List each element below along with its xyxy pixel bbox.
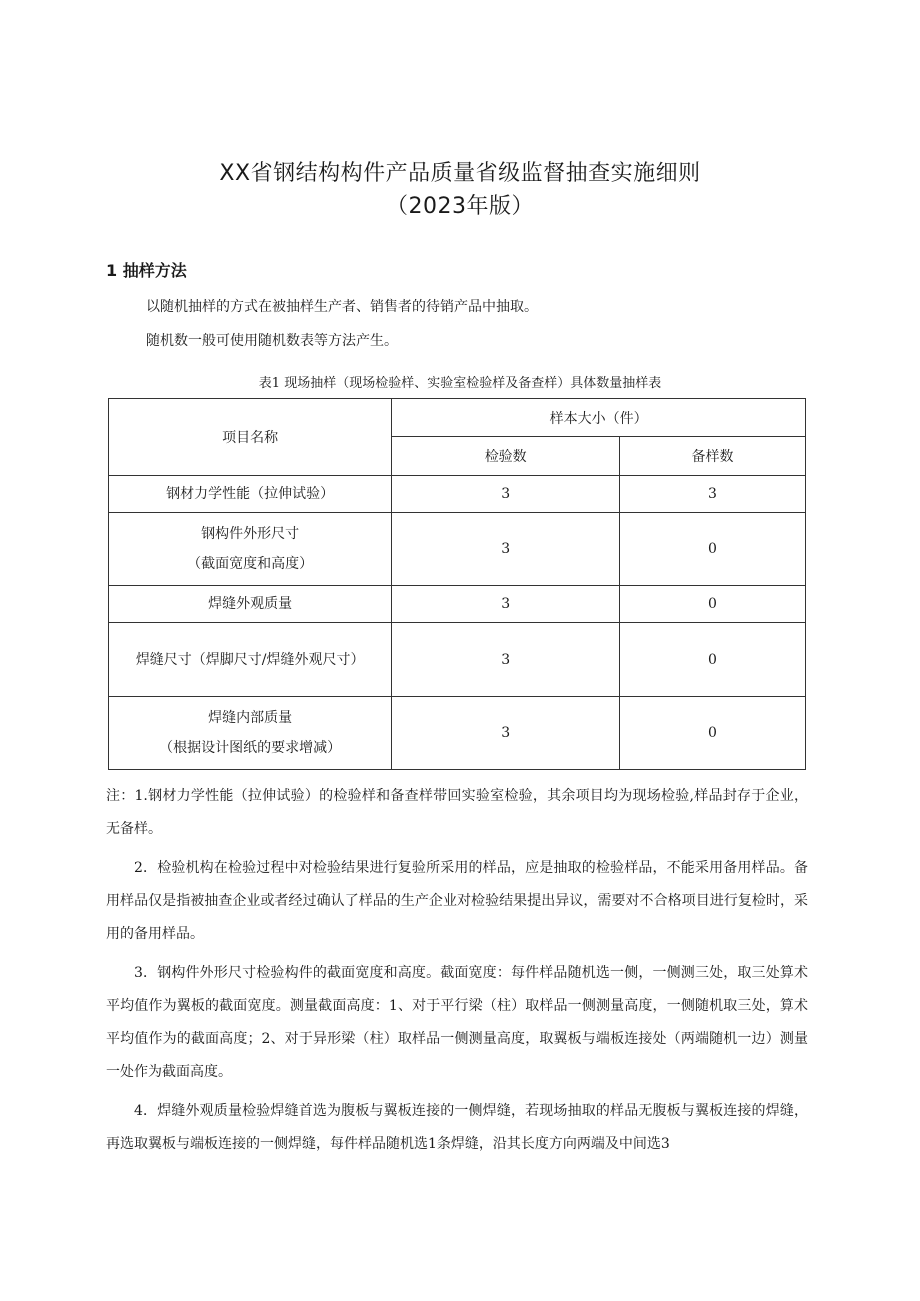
- row-item-name: [109, 697, 392, 770]
- note-2: 2．检验机构在检验过程中对检验结果进行复验所采用的样品，应是抽取的检验样品，不能采用备用样品。备用样品仅是指被抽查企业或者经过确认了样品的生产企业对检验结果提出异议，需要对不合格项目进行复检时，采用的备用样品。: [106, 860, 808, 942]
- header-sample-size: 样本大小（件）: [392, 399, 806, 437]
- row-test-count: 3: [392, 623, 620, 697]
- row-test-count: 3: [392, 476, 620, 513]
- document-title: XX省钢结构构件产品质量省级监督抽查实施细则: [219, 161, 701, 186]
- row-item-name-line2: （根据设计图纸的要求增减）: [159, 740, 342, 756]
- row-item-name-line1: 焊缝外观质量: [208, 596, 293, 612]
- row-spare-count: 0: [620, 697, 806, 770]
- row-test-count: 3: [392, 586, 620, 623]
- notes-section: [106, 780, 808, 1161]
- table-row: [109, 513, 806, 586]
- table-row: [109, 697, 806, 770]
- row-test-count: 3: [392, 697, 620, 770]
- row-item-name: [109, 586, 392, 623]
- paragraph: 随机数一般可使用随机数表等方法产生。: [146, 333, 398, 349]
- table-row: [109, 586, 806, 623]
- row-item-name-line1: 钢材力学性能（拉伸试验）: [166, 486, 335, 502]
- header-test-count: 检验数: [392, 437, 620, 476]
- header-spare-count: 备样数: [620, 437, 806, 476]
- row-spare-count: 3: [620, 476, 806, 513]
- table-caption: 表1 现场抽样（现场检验样、实验室检验样及备查样）具体数量抽样表: [258, 376, 662, 391]
- note-1: 注：1.钢材力学性能（拉伸试验）的检验样和备查样带回实验室检验，其余项目均为现场检验,样品封存于企业，无备样。: [106, 788, 808, 837]
- table-row: [109, 476, 806, 513]
- row-item-name-line1: 焊缝内部质量: [208, 710, 293, 726]
- table-header-row: [109, 399, 806, 437]
- header-item-name: 项目名称: [109, 399, 392, 476]
- paragraph: 以随机抽样的方式在被抽样生产者、销售者的待销产品中抽取。: [146, 299, 538, 315]
- row-item-name-line1: 钢构件外形尺寸: [201, 526, 300, 542]
- note-4: 4．焊缝外观质量检验焊缝首选为腹板与翼板连接的一侧焊缝，若现场抽取的样品无腹板与翼板连接的焊缝，再选取翼板与端板连接的一侧焊缝，每件样品随机选1条焊缝，沿其长度方向两端及中间选3: [106, 1103, 808, 1152]
- document-edition: （2023年版）: [386, 194, 534, 219]
- section-heading-sampling-method: 1 抽样方法: [106, 261, 187, 280]
- row-spare-count: 0: [620, 586, 806, 623]
- row-spare-count: 0: [620, 513, 806, 586]
- row-item-name-line1: 焊缝尺寸（焊脚尺寸/焊缝外观尺寸）: [135, 651, 365, 668]
- row-item-name: [109, 476, 392, 513]
- row-item-name: [109, 623, 392, 697]
- row-spare-count: 0: [620, 623, 806, 697]
- row-item-name: [109, 513, 392, 586]
- row-test-count: 3: [392, 513, 620, 586]
- row-item-name-line2: （截面宽度和高度）: [187, 556, 314, 572]
- note-3: 3．钢构件外形尺寸检验构件的截面宽度和高度。截面宽度：每件样品随机选一侧，一侧测三处，取三处算术平均值作为翼板的截面宽度。测量截面高度：1、对于平行梁（柱）取样品一侧测量高度，一侧随机取三处，算术平均值作为的截面高度；2、对于异形梁（柱）取样品一侧测量高度，取翼板与端板连接处（两端随机一边）测量一处作为截面高度。: [106, 965, 808, 1080]
- table-row: [109, 623, 806, 697]
- sampling-table: [108, 398, 806, 770]
